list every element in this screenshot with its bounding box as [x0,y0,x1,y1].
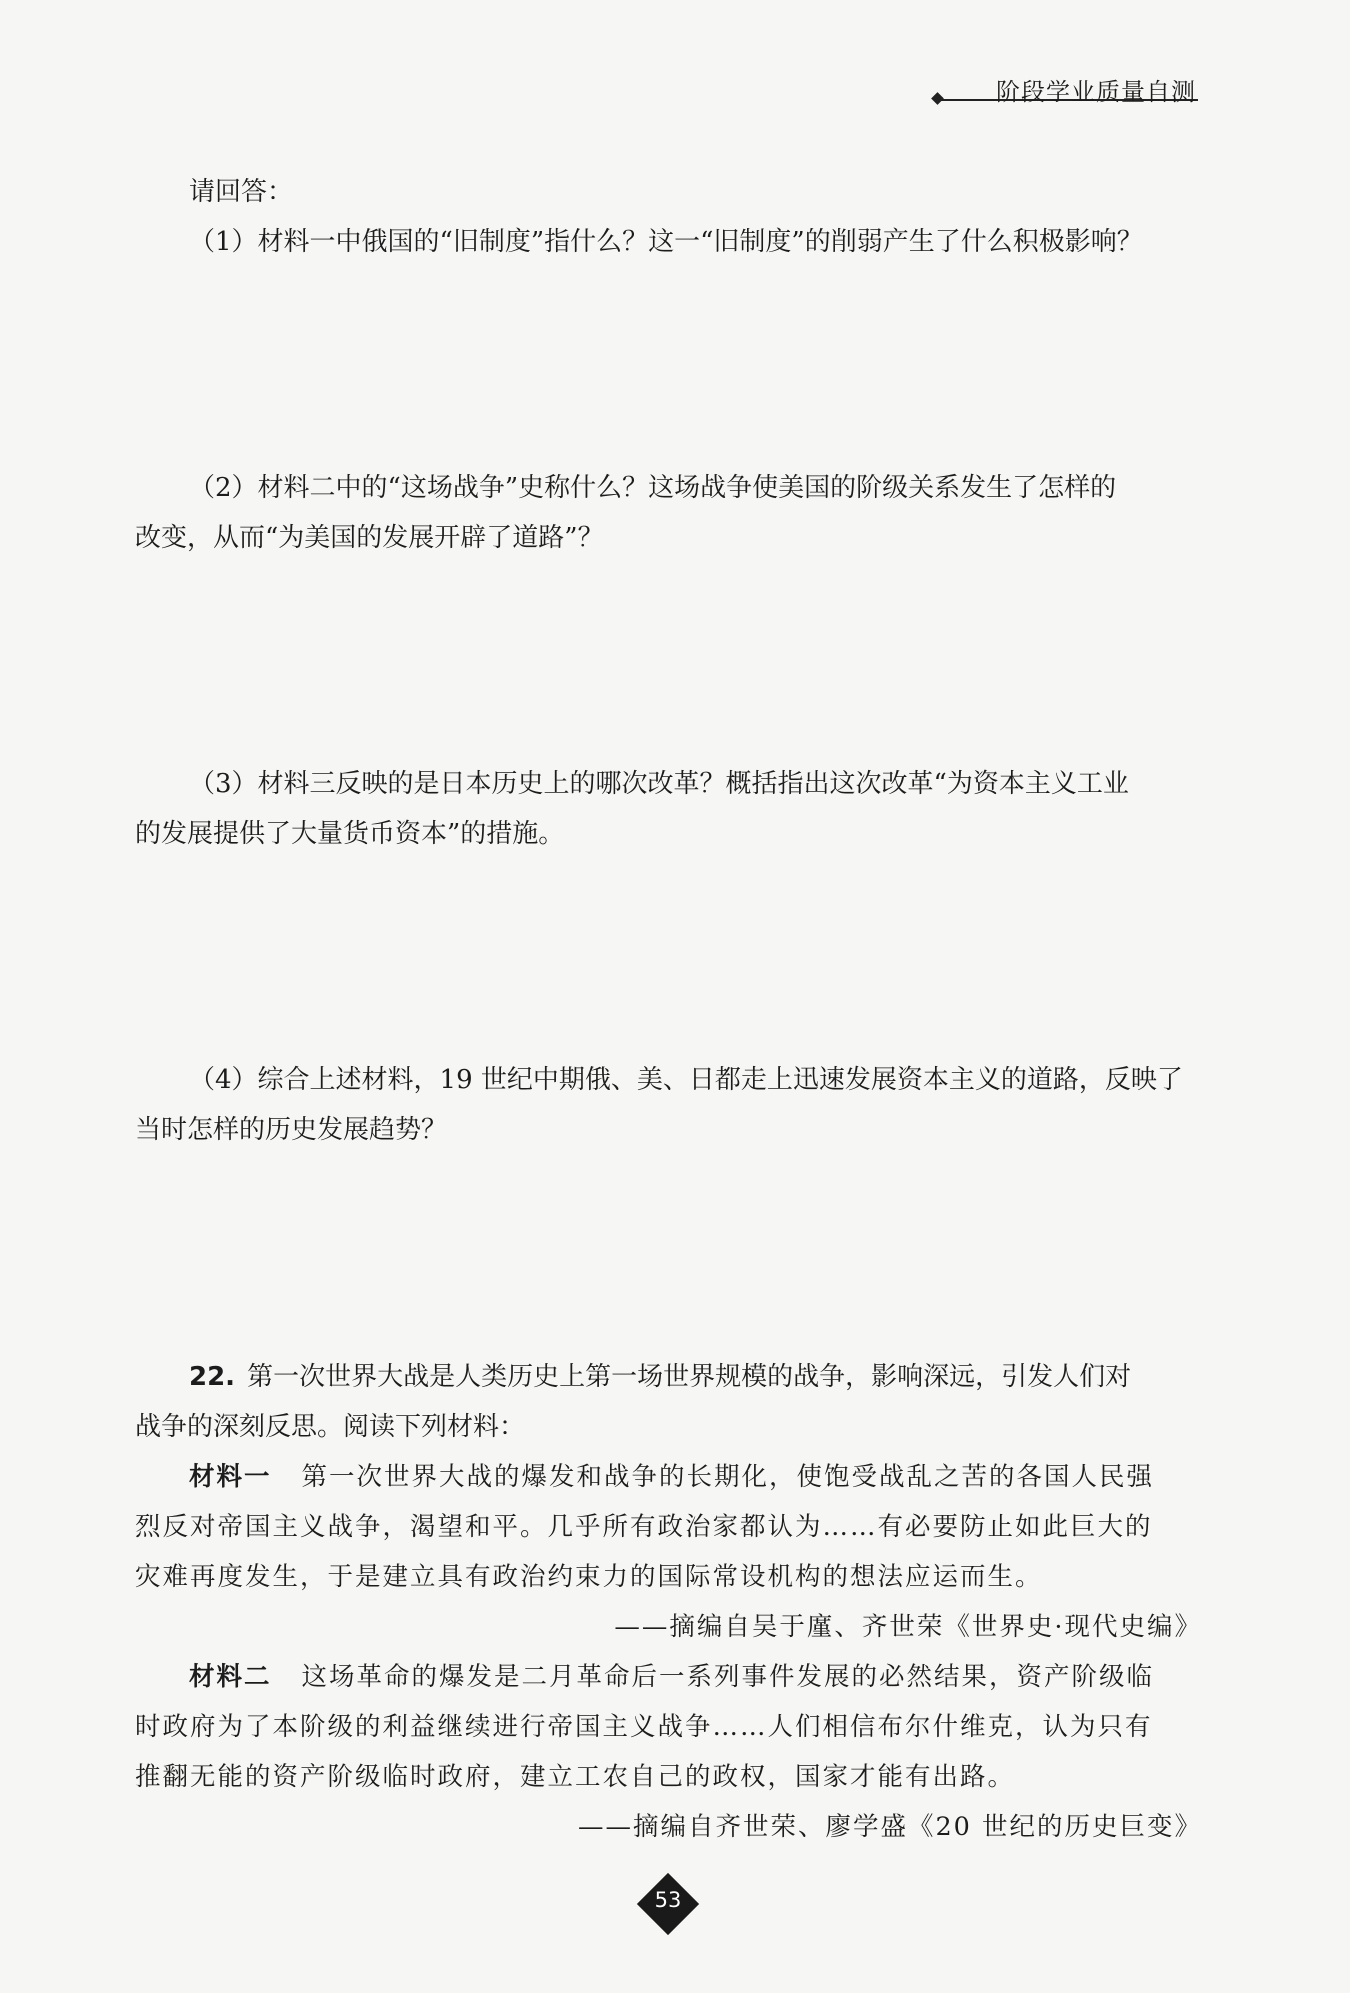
material-1-source: ——摘编自吴于廑、齐世荣《世界史·现代史编》 [614,1612,1202,1642]
question-22-number: 22. [189,1362,236,1392]
material-1-line-2: 烈反对帝国主义战争，渴望和平。几乎所有政治家都认为……有必要防止如此巨大的 [135,1512,1153,1542]
intro-text: 请回答： [189,177,294,207]
question-1: （1）材料一中俄国的“旧制度”指什么？这一“旧制度”的削弱产生了什么积极影响？ [189,227,1143,257]
material-1-line-3: 灾难再度发生，于是建立具有政治约束力的国际常设机构的想法应运而生。 [135,1562,1043,1592]
question-3-line-2: 的发展提供了大量货币资本”的措施。 [135,819,565,849]
question-4-line-2: 当时怎样的历史发展趋势？ [135,1115,448,1145]
material-2-text: 这场革命的爆发是二月革命后一系列事件发展的必然结果，资产阶级临 [301,1662,1155,1692]
question-3-line-1: （3）材料三反映的是日本历史上的哪次改革？概括指出这次改革“为资本主义工业 [189,769,1129,799]
question-2-line-2: 改变，从而“为美国的发展开辟了道路”？ [135,523,604,553]
page-number: 53 [654,1888,682,1912]
question-22-stem-line-2: 战争的深刻反思。阅读下列材料： [135,1412,526,1442]
material-2-source: ——摘编自齐世荣、廖学盛《20 世纪的历史巨变》 [577,1812,1202,1842]
header-title: 阶段学业质量自测 [996,78,1196,106]
material-2-label: 材料二 [189,1662,272,1692]
question-4-line-1: （4）综合上述材料，19 世纪中期俄、美、日都走上迅速发展资本主义的道路，反映了 [189,1065,1183,1095]
material-2-line-2: 时政府为了本阶级的利益继续进行帝国主义战争……人们相信布尔什维克，认为只有 [135,1712,1153,1742]
page-number-badge [638,1874,698,1934]
material-2-line-3: 推翻无能的资产阶级临时政府，建立工农自己的政权，国家才能有出路。 [135,1762,1016,1792]
material-1-line-1 [189,1457,1154,1497]
question-22-stem-text: 第一次世界大战是人类历史上第一场世界规模的战争，影响深远，引发人们对 [247,1362,1132,1392]
material-1-label: 材料一 [189,1462,272,1492]
material-2-line-1 [189,1657,1154,1697]
material-1-text: 第一次世界大战的爆发和战争的长期化，使饱受战乱之苦的各国人民强 [301,1462,1155,1492]
question-22-stem-line-1 [189,1357,1131,1397]
question-2-line-1: （2）材料二中的“这场战争”史称什么？这场战争使美国的阶级关系发生了怎样的 [189,473,1117,503]
